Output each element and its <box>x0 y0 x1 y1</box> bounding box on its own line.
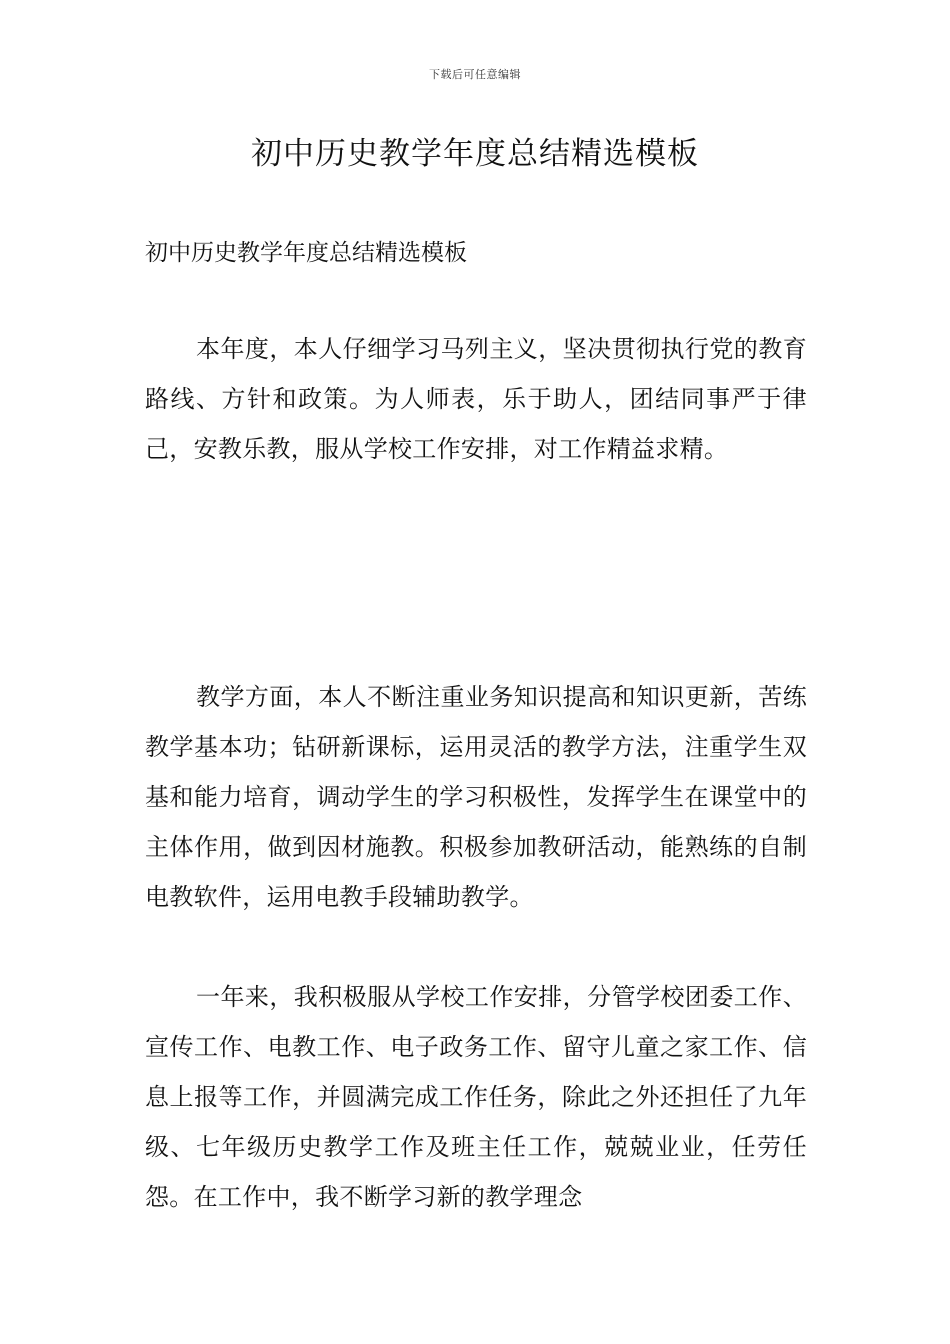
paragraph: 本年度，本人仔细学习马列主义，坚决贯彻执行党的教育路线、方针和政策。为人师表，乐于助人，团结同事严于律己，安教乐教，服从学校工作安排，对工作精益求精。 <box>145 335 807 463</box>
header-note: 下载后可任意编辑 <box>429 68 521 81</box>
paragraph: 教学方面，本人不断注重业务知识提高和知识更新，苦练教学基本功；钻研新课标，运用灵活的教学方法，注重学生双基和能力培育，调动学生的学习积极性，发挥学生在课堂中的主体作用，做到因材施教。积极参加教研活动，能熟练的自制电教软件，运用电教手段辅助教学。 <box>145 683 807 911</box>
document-subtitle: 初中历史教学年度总结精选模板 <box>145 240 467 266</box>
paragraph: 一年来，我积极服从学校工作安排，分管学校团委工作、宣传工作、电教工作、电子政务工作、留守儿童之家工作、信息上报等工作，并圆满完成工作任务，除此之外还担任了九年级、七年级历史教学工作及班主任工作，兢兢业业，任劳任怨。在工作中，我不断学习新的教学理念 <box>145 983 807 1211</box>
document-title: 初中历史教学年度总结精选模板 <box>251 136 699 172</box>
